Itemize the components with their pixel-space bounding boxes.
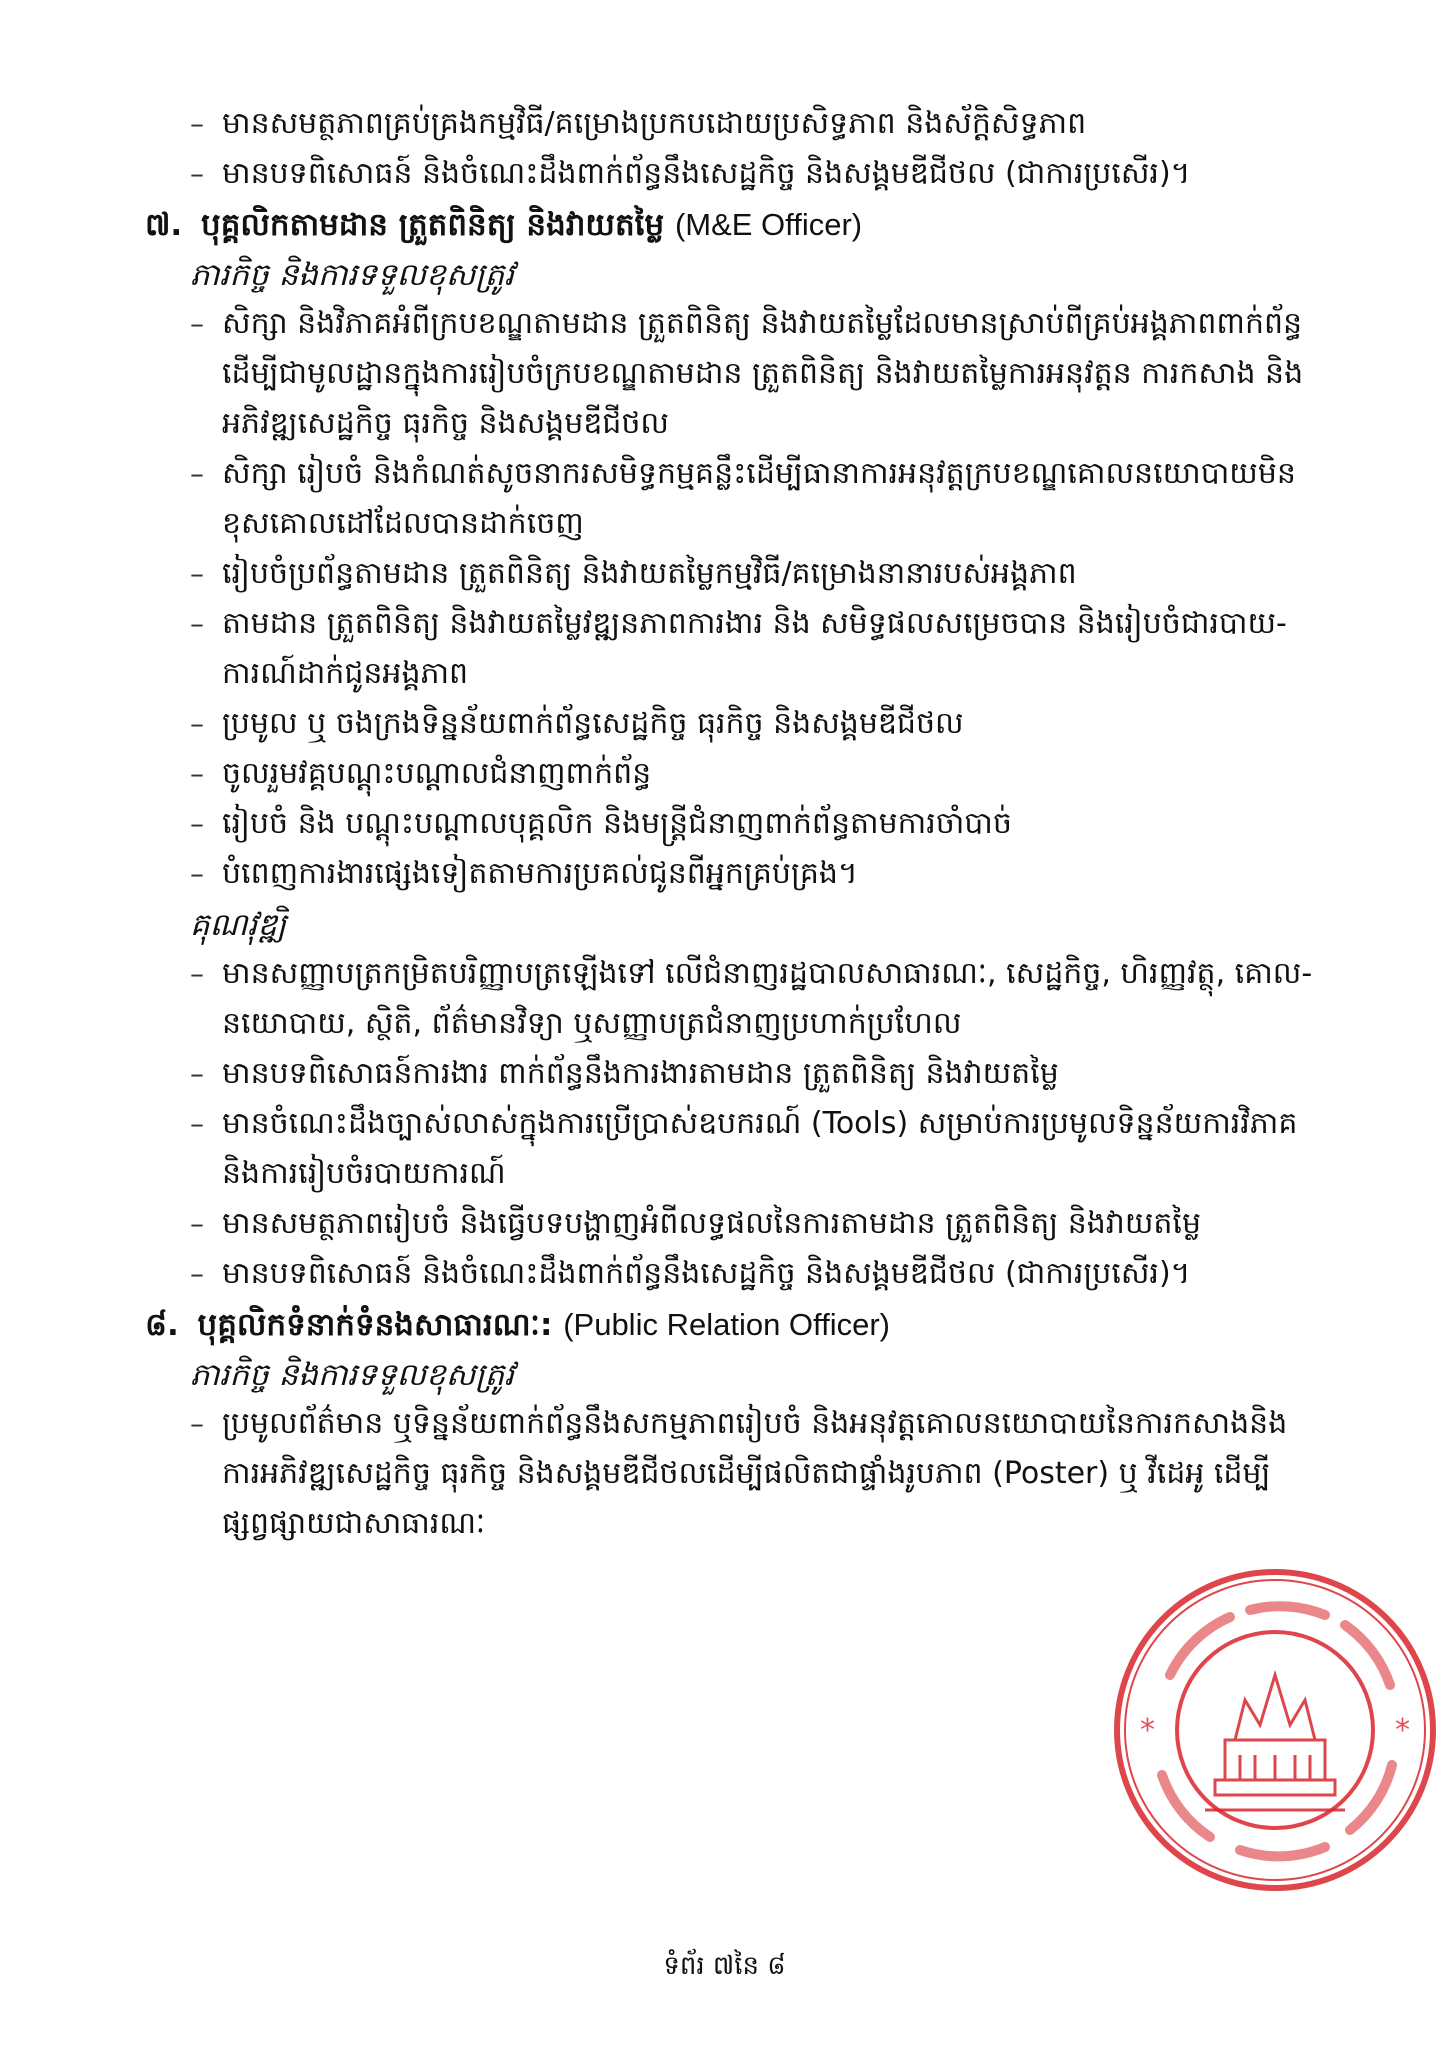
official-seal-stamp [1110, 1565, 1440, 1895]
list-item-line: មានបទពិសោធន៍ និងចំណេះដឹងពាក់ព័ន្ធនឹងសេដ្ឋកិច្ច និងសង្គមឌីជីថល (ជាការប្រសើរ)។ [222, 1256, 1191, 1291]
list-item-line: ខុសគោលដៅដែលបានដាក់ចេញ [222, 506, 584, 541]
list-item-line: រៀបចំប្រព័ន្ធតាមដាន ត្រួតពិនិត្យ និងវាយតម្លៃកម្មវិធី/គម្រោងនានារបស់អង្គភាព [222, 556, 1077, 591]
list-item-line: តាមដាន ត្រួតពិនិត្យ និងវាយតម្លៃវឌ្ឍនភាពការងារ និង សមិទ្ធផលសម្រេចបាន និងរៀបចំជារបាយ- [222, 606, 1287, 641]
list-item-line: ការណ៍ដាក់ជូនអង្គភាព [222, 656, 469, 691]
list-bullet: – [190, 857, 204, 890]
list-item-line: សិក្សា និងវិភាគអំពីក្របខណ្ឌតាមដាន ត្រួតពិនិត្យ និងវាយតម្លៃដែលមានស្រាប់ពីគ្រប់អង្គភាពពាក់ព័ន្ធ [222, 306, 1303, 341]
list-bullet: – [190, 607, 204, 640]
list-item-line: សិក្សា រៀបចំ និងកំណត់សូចនាករសមិទ្ធកម្មគន្លឹះដើម្បីធានាការអនុវត្តក្របខណ្ឌគោលនយោបាយមិន [222, 456, 1296, 491]
svg-text:*: * [1395, 1713, 1410, 1748]
list-bullet: – [190, 107, 204, 140]
section-number: ៧. [145, 207, 183, 243]
section-7-heading [145, 204, 862, 246]
list-bullet: – [190, 757, 204, 790]
list-bullet: – [190, 1057, 204, 1090]
list-bullet: – [190, 957, 204, 990]
list-item-line: រៀបចំ និង បណ្តុះបណ្តាលបុគ្គលិក និងមន្ត្រីជំនាញពាក់ព័ន្ធតាមការចាំបាច់ [222, 806, 1012, 841]
list-item-line: ប្រមូលព័ត៌មាន ឬទិន្នន័យពាក់ព័ន្ធនឹងសកម្មភាពរៀបចំ និងអនុវត្តគោលនយោបាយនៃការកសាងនិង [222, 1406, 1288, 1441]
section-title: បុគ្គលិកទំនាក់ទំនងសាធារណៈ: [197, 1307, 553, 1343]
list-item-line: មានបទពិសោធន៍ការងារ ពាក់ព័ន្ធនឹងការងារតាមដាន ត្រួតពិនិត្យ និងវាយតម្លៃ [222, 1056, 1059, 1091]
list-bullet: – [190, 1407, 204, 1440]
list-bullet: – [190, 457, 204, 490]
section-8-heading [145, 1304, 890, 1346]
list-bullet: – [190, 307, 204, 340]
list-bullet: – [190, 557, 204, 590]
list-bullet: – [190, 807, 204, 840]
list-item-line: ការអភិវឌ្ឍសេដ្ឋកិច្ច ធុរកិច្ច និងសង្គមឌីជីថលដើម្បីផលិតជាផ្ទាំងរូបភាព (Poster) ឬ វីដេអូ ដើម្បី [222, 1456, 1271, 1491]
list-item-line: បំពេញការងារផ្សេងទៀតតាមការប្រគល់ជូនពីអ្នកគ្រប់គ្រង។ [222, 856, 858, 891]
list-item-line: ចូលរួមវគ្គបណ្តុះបណ្តាលជំនាញពាក់ព័ន្ធ [222, 756, 652, 791]
list-item-line: ផ្សព្វផ្សាយជាសាធារណៈ [222, 1506, 486, 1541]
list-item-line: មានសញ្ញាបត្រកម្រិតបរិញ្ញាបត្រឡើងទៅ លើជំនាញរដ្ឋបាលសាធារណៈ, សេដ្ឋកិច្ច, ហិរញ្ញវត្ថុ, គោល- [222, 956, 1313, 991]
list-item-line: ដើម្បីជាមូលដ្ឋានក្នុងការរៀបចំក្របខណ្ឌតាមដាន ត្រួតពិនិត្យ និងវាយតម្លៃការអនុវត្តន ការកសាង និង [222, 356, 1304, 391]
svg-text:*: * [1140, 1713, 1155, 1748]
duties-heading: ភារកិច្ច និងការទទួលខុសត្រូវ [190, 257, 515, 293]
list-item: មានបទពិសោធន៍ និងចំណេះដឹងពាក់ព័ន្ធនឹងសេដ្ឋកិច្ច និងសង្គមឌីជីថល (ជាការប្រសើរ)។ [222, 156, 1191, 191]
duties-heading: ភារកិច្ច និងការទទួលខុសត្រូវ [190, 1357, 515, 1393]
list-item-line: ប្រមូល ឬ ចងក្រងទិន្នន័យពាក់ព័ន្ធសេដ្ឋកិច្ច ធុរកិច្ច និងសង្គមឌីជីថល [222, 706, 964, 741]
list-item: មានសមត្ថភាពគ្រប់គ្រងកម្មវិធី/គម្រោងប្រកបដោយប្រសិទ្ធភាព និងស័ក្តិសិទ្ធភាព [222, 106, 1087, 141]
section-number: ៨. [145, 1307, 179, 1343]
section-title: បុគ្គលិកតាមដាន ត្រួតពិនិត្យ និងវាយតម្លៃ [201, 207, 665, 243]
list-item-line: មានចំណេះដឹងច្បាស់លាស់ក្នុងការប្រើប្រាស់ឧបករណ៍ (Tools) សម្រាប់ការប្រមូលទិន្នន័យការវិភាគ [222, 1106, 1298, 1141]
list-item-line: នយោបាយ, ស្ថិតិ, ព័ត៌មានវិទ្យា ឬសញ្ញាបត្រជំនាញប្រហាក់ប្រហែល [222, 1006, 962, 1041]
page-number: ទំព័រ ៧នៃ ៨ [663, 1951, 786, 1981]
qualifications-heading: គុណវុឌ្ឍិ [190, 907, 287, 943]
section-title-en: (M&E Officer) [674, 207, 863, 242]
list-bullet: – [190, 1207, 204, 1240]
list-item-line: និងការរៀបចំរបាយការណ៍ [222, 1156, 506, 1191]
list-bullet: – [190, 1107, 204, 1140]
section-title-en: (Public Relation Officer) [563, 1307, 890, 1342]
list-item-line: មានសមត្ថភាពរៀបចំ និងធ្វើបទបង្ហាញអំពីលទ្ធផលនៃការតាមដាន ត្រួតពិនិត្យ និងវាយតម្លៃ [222, 1206, 1201, 1241]
list-bullet: – [190, 157, 204, 190]
list-item-line: អភិវឌ្ឍសេដ្ឋកិច្ច ធុរកិច្ច និងសង្គមឌីជីថល [222, 406, 669, 441]
list-bullet: – [190, 707, 204, 740]
list-bullet: – [190, 1257, 204, 1290]
